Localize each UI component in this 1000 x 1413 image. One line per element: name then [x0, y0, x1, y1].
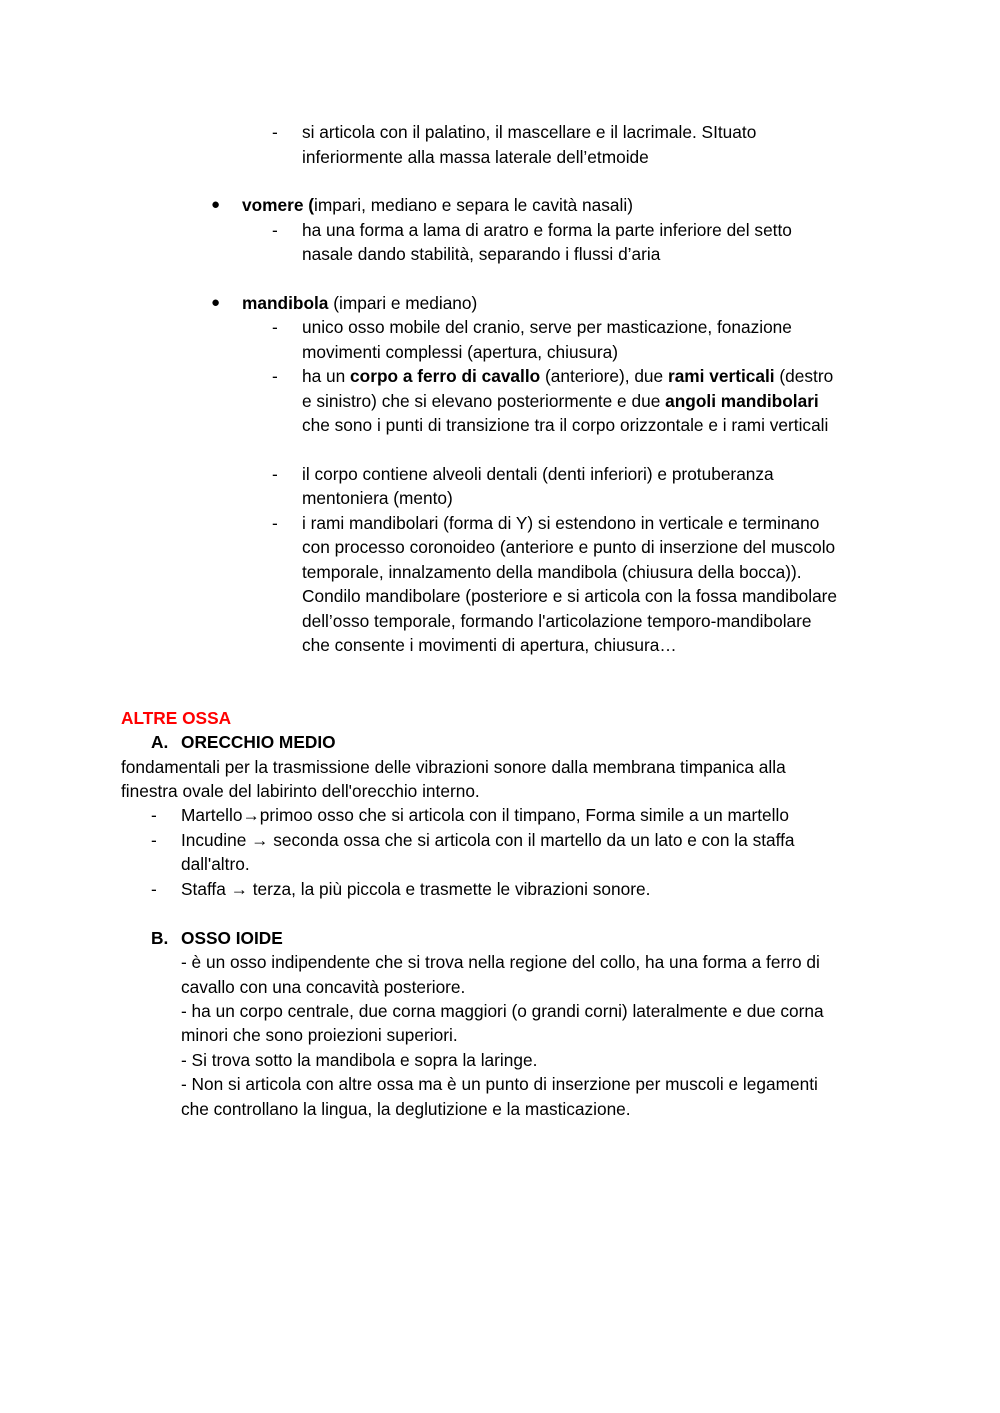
list-marker-b: B. [151, 928, 169, 948]
mandibola-term: mandibola [242, 293, 329, 313]
mandibola-heading [242, 291, 477, 315]
dash-marker: - [272, 220, 278, 240]
dash-marker: - [151, 805, 157, 825]
text-line: - è un osso indipendente che si trova nella regione del collo, ha una forma a ferro di [181, 952, 820, 972]
text-line: con processo coronoideo (anteriore e punto di inserzione del muscolo [302, 537, 836, 557]
text-line: cavallo con una concavità posteriore. [181, 977, 466, 997]
text-line: unico osso mobile del cranio, serve per masticazione, fonazione [302, 317, 792, 337]
vomere-desc: impari, mediano e separa le cavità nasali) [314, 195, 633, 215]
dash-marker: - [272, 122, 278, 142]
vomere-term: vomere ( [242, 195, 315, 215]
text-line: mentoniera (mento) [302, 488, 453, 508]
dash-marker: - [272, 317, 278, 337]
text-line: Staffa → terza, la più piccola e trasmette le vibrazioni sonore. [181, 879, 651, 899]
text-line: il corpo contiene alveoli dentali (denti inferiori) e protuberanza [302, 464, 774, 484]
bullet-marker: ● [211, 196, 221, 213]
text-line: Condilo mandibolare (posteriore e si articola con la fossa mandibolare [302, 586, 838, 606]
text-line: inferiormente alla massa laterale dell’etmoide [302, 147, 649, 167]
text-line: nasale dando stabilità, separando i flussi d’aria [302, 244, 661, 264]
bold-term: rami verticali [667, 366, 775, 386]
text-span: ha un [302, 366, 351, 386]
vomere-heading [242, 193, 633, 217]
text-line: dall'altro. [181, 854, 250, 874]
subheading-orecchio-medio: ORECCHIO MEDIO [181, 732, 336, 752]
text-line: - ha un corpo centrale, due corna maggiori (o grandi corni) lateralmente e due corna [181, 1001, 824, 1021]
dash-marker: - [272, 366, 278, 386]
text-line: si articola con il palatino, il mascellare e il lacrimale. SItuato [302, 122, 757, 142]
bold-term: angoli mandibolari [665, 391, 819, 411]
text-line: dell’osso temporale, formando l'articolazione temporo-mandibolare [302, 611, 812, 631]
text-line [302, 364, 833, 388]
mandibola-desc: (impari e mediano) [328, 293, 478, 313]
text-line: - Non si articola con altre ossa ma è un punto di inserzione per muscoli e legamenti [181, 1074, 818, 1094]
text-line: minori che sono proiezioni superiori. [181, 1025, 458, 1045]
text-line: che consente i movimenti di apertura, chiusura… [302, 635, 677, 655]
bullet-marker: ● [211, 294, 221, 311]
text-span: e sinistro) che si elevano posteriormente e due [302, 391, 666, 411]
text-line: temporale, innalzamento della mandibola (chiusura della bocca)). [302, 562, 802, 582]
text-line: che controllano la lingua, la deglutizione e la masticazione. [181, 1099, 631, 1119]
text-line: movimenti complessi (apertura, chiusura) [302, 342, 618, 362]
text-line: finestra ovale del labirinto dell'orecchio interno. [121, 781, 480, 801]
subheading-osso-ioide: OSSO IOIDE [181, 928, 283, 948]
text-line: che sono i punti di transizione tra il corpo orizzontale e i rami verticali [302, 415, 829, 435]
dash-marker: - [151, 879, 157, 899]
text-line: - Si trova sotto la mandibola e sopra la laringe. [181, 1050, 538, 1070]
text-line: fondamentali per la trasmissione delle vibrazioni sonore dalla membrana timpanica alla [121, 757, 786, 777]
list-marker-a: A. [151, 732, 169, 752]
text-line: Martello→primoo osso che si articola con il timpano, Forma simile a un martello [181, 805, 789, 825]
bold-term: corpo a ferro di cavallo [350, 366, 541, 386]
text-span: (anteriore), due [540, 366, 668, 386]
text-line: i rami mandibolari (forma di Y) si estendono in verticale e terminano [302, 513, 820, 533]
dash-marker: - [272, 464, 278, 484]
text-line [302, 389, 819, 413]
text-span: (destro [774, 366, 834, 386]
dash-marker: - [151, 830, 157, 850]
text-line: Incudine → seconda ossa che si articola con il martello da un lato e con la staffa [181, 830, 795, 850]
section-heading-altre-ossa: ALTRE OSSA [121, 708, 232, 728]
text-line: ha una forma a lama di aratro e forma la parte inferiore del setto [302, 220, 792, 240]
dash-marker: - [272, 513, 278, 533]
